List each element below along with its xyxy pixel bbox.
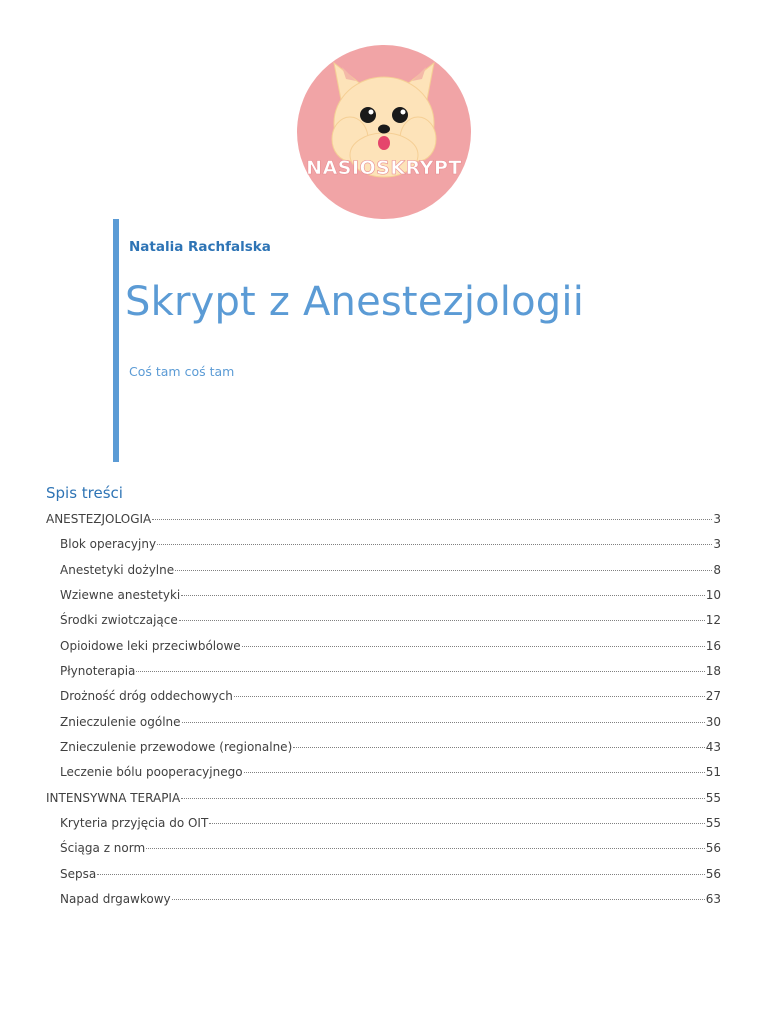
toc-entry[interactable] xyxy=(46,659,721,684)
toc-entry-title[interactable]: Znieczulenie przewodowe (regionalne) xyxy=(60,740,293,755)
toc-page-number[interactable]: 3 xyxy=(713,512,721,526)
toc-leader-dots xyxy=(209,823,704,824)
toc-entry[interactable] xyxy=(46,608,721,633)
toc-leader-dots xyxy=(234,696,705,697)
toc-entry-title[interactable]: Napad drgawkowy xyxy=(60,892,171,907)
toc-entry-title[interactable]: Kryteria przyjęcia do OIT xyxy=(60,816,209,831)
toc-leader-dots xyxy=(157,544,712,545)
toc-leader-dots xyxy=(97,874,704,875)
toc-entry[interactable] xyxy=(46,836,721,861)
toc-entry[interactable] xyxy=(46,507,721,532)
toc-entry-title[interactable]: Wziewne anestetyki xyxy=(60,588,181,603)
toc-leader-dots xyxy=(244,772,705,773)
toc-entry-title[interactable]: Ściąga z norm xyxy=(60,841,146,856)
toc-entry-title[interactable]: Leczenie bólu pooperacyjnego xyxy=(60,765,243,780)
toc-entry-title[interactable]: Środki zwiotczające xyxy=(60,613,178,628)
toc-leader-dots xyxy=(242,646,705,647)
toc-page-number[interactable]: 55 xyxy=(705,790,721,805)
toc-leader-dots xyxy=(179,620,705,621)
document-title: Skrypt z Anestezjologii xyxy=(125,279,585,325)
toc-page-number[interactable]: 56 xyxy=(705,841,721,856)
toc-entry-title[interactable]: Płynoterapia xyxy=(60,664,136,679)
author-name: Natalia Rachfalska xyxy=(129,239,271,255)
toc-entry[interactable] xyxy=(46,710,721,735)
toc-entry[interactable] xyxy=(46,583,721,608)
nasioskrypt-logo xyxy=(290,43,478,221)
document-subtitle: Coś tam coś tam xyxy=(129,364,235,379)
toc-entry[interactable] xyxy=(46,634,721,659)
toc-leader-dots xyxy=(181,595,704,596)
toc-leader-dots xyxy=(146,848,705,849)
toc-entry[interactable] xyxy=(46,684,721,709)
cover-block xyxy=(113,219,719,462)
toc-entry[interactable] xyxy=(46,887,721,912)
toc-entry-title[interactable]: Drożność dróg oddechowych xyxy=(60,689,233,704)
toc-entry[interactable] xyxy=(46,811,721,836)
toc-entry[interactable] xyxy=(46,735,721,760)
toc-leader-dots xyxy=(136,671,704,672)
toc-page-number[interactable]: 30 xyxy=(705,714,721,729)
svg-text:NASIOSKRYPT: NASIOSKRYPT xyxy=(306,157,462,179)
toc-leader-dots xyxy=(175,570,712,571)
toc-entry-title[interactable]: INTENSYWNA TERAPIA xyxy=(46,790,181,805)
toc-page-number[interactable]: 55 xyxy=(705,816,721,831)
toc-entry-title[interactable]: ANESTEZJOLOGIA xyxy=(46,512,152,526)
toc-entry[interactable] xyxy=(46,532,721,557)
toc-page-number[interactable]: 27 xyxy=(705,689,721,704)
toc-page-number[interactable]: 16 xyxy=(705,638,721,653)
toc-page-number[interactable]: 18 xyxy=(705,664,721,679)
toc-heading: Spis treści xyxy=(46,484,123,502)
toc-page-number[interactable]: 12 xyxy=(705,613,721,628)
table-of-contents xyxy=(46,507,721,913)
toc-page-number[interactable]: 8 xyxy=(713,562,721,577)
toc-leader-dots xyxy=(182,722,705,723)
toc-leader-dots xyxy=(172,899,705,900)
toc-entry-title[interactable]: Blok operacyjny xyxy=(60,537,157,552)
pomeranian-dog-logo-icon xyxy=(290,43,478,221)
toc-entry[interactable] xyxy=(46,760,721,785)
toc-page-number[interactable]: 56 xyxy=(705,866,721,881)
toc-page-number[interactable]: 10 xyxy=(705,588,721,603)
toc-entry[interactable] xyxy=(46,862,721,887)
toc-page-number[interactable]: 51 xyxy=(705,765,721,780)
toc-page-number[interactable]: 43 xyxy=(705,740,721,755)
toc-entry-title[interactable]: Znieczulenie ogólne xyxy=(60,714,181,729)
toc-entry-title[interactable]: Anestetyki dożylne xyxy=(60,562,175,577)
toc-page-number[interactable]: 63 xyxy=(705,892,721,907)
toc-entry[interactable] xyxy=(46,558,721,583)
toc-leader-dots xyxy=(293,747,704,748)
toc-leader-dots xyxy=(181,798,705,799)
toc-entry-title[interactable]: Opioidowe leki przeciwbólowe xyxy=(60,638,241,653)
toc-entry-title[interactable]: Sepsa xyxy=(60,866,97,881)
toc-leader-dots xyxy=(152,519,712,520)
toc-entry[interactable] xyxy=(46,786,721,811)
toc-page-number[interactable]: 3 xyxy=(713,537,721,552)
